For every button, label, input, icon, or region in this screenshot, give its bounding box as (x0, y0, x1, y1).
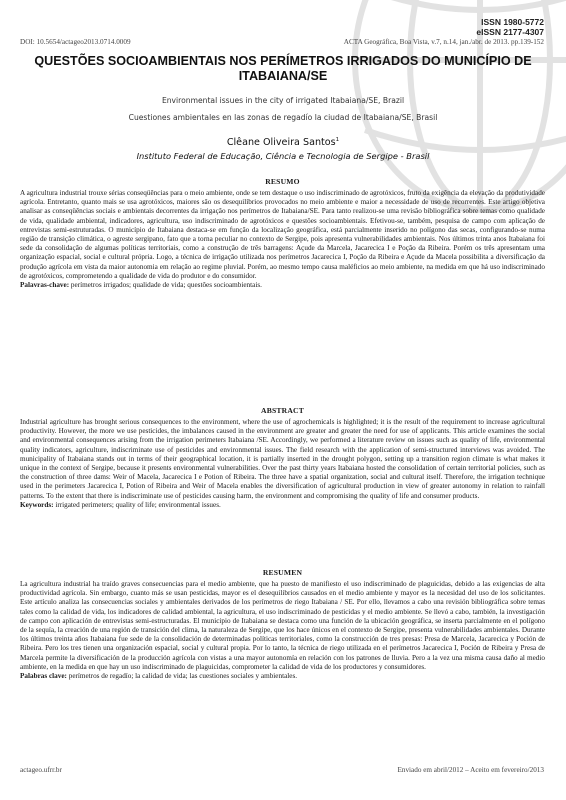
issn-print: ISSN 1980-5772 (481, 17, 544, 27)
paper-title: QUESTÕES SOCIOAMBIENTAIS NOS PERÍMETROS IRRIGADOS DO MUNICÍPIO DE ITABAIANA/SE (34, 54, 532, 83)
issn-electronic: eISSN 2177-4307 (476, 27, 544, 37)
author-name: Clêane Oliveira Santos (226, 137, 336, 149)
issn-block (476, 17, 544, 37)
subtitle-english: Environmental issues in the city of irrigated Itabaiana/SE, Brazil (161, 96, 405, 105)
resumo-body: A agricultura industrial trouxe sérias conseqüências para o meio ambiente, onde se tem destaque o uso indiscriminado de agrotóxicos, fruto da exigência da elevação da produtividade agrícola. Entretanto, quanto mais se usa agrotóxicos, maiores são os desequilíbrios provocados no meio ambiente e maior a necessidade de uso de recorrentes. Este artigo objetiva analisar as conseqüências sociais e ambientais decorrentes da irrigação nos perímetros de Itabaiana/SE. Para tanto realizou-se uma revisão bibliográfica sobre temas como qualidade de vida, qualidade ambiental, indicadores, agricultura, uso indiscriminado de agrotóxicos e questões socioambientais. Efetivou-se, também, pesquisa de campo com aplicação de entrevistas semi-estruturadas. O município de Itabaiana destaca-se em função da localização geográfica, está parcialmente inserido no polígono das secas, configurando-se numa região de transição climática, o agreste sergipano, fato que a torna peculiar no contexto de Sergipe, pois apresenta vulnerabilidades ambientais. Nos últimos trinta anos Itabaiana foi sede da consolidação de algumas políticas territoriais, como a construção de três barragens: Açude da Marcela, Jacarecica I e Poção da Ribeira. Porém os três apresentam uma organização espacial, social e cultural própria. Logo, a técnica de irrigação utilizada nos perímetros Jacarecica I, Poção da Ribeira e Açude da Macela possibilita a diversificação da produção agrícola em vista da maior autonomia em relação ao regime pluvial. Porém, ao mesmo tempo causa maléficios ao meio ambiente, na medida em que há uso indiscriminado de agrotóxicos, comprometendo a qualidade de vida do produtor e do consumidor. (20, 189, 545, 280)
journal-citation: ACTA Geográfica, Boa Vista, v.7, n.14, jan./abr. de 2013. pp.139-152 (343, 38, 544, 46)
resumo-section (20, 177, 545, 290)
resumo-keywords (20, 281, 545, 290)
abstract-section (20, 406, 545, 510)
abstract-keywords-label: Keywords: (20, 500, 54, 509)
abstract-keywords (20, 501, 545, 510)
resumen-body: La agricultura industrial ha traído graves consecuencias para el medio ambiente, que ha puesto de manifiesto el uso indiscriminado de plaguicidas, debido a las exigencias de alta productividad agrícola. Sin embargo, cuanto más se usan pesticidas, mayor es el desequilibrios causados en el medio ambiente y mayor es la necesidad del uso de los solicitantes. Este artículo analiza las consecuencias sociales y ambientales derivados de los perímetros de riego Itabaiana / SE. Por ello, llevamos a cabo una revisión bibliográfica sobre temas tales como la calidad de vida, los indicadores de calidad ambiental, la agricultura, el uso indiscriminado de pesticidas y el medio ambiente. Se llevó a cabo, también, la investigación de campo con aplicación de entrevistas semi-estructuradas. El municipio de Itabaiana se destaca como una función de la ubicación geográfica, se inserta parcialmente en el polígono de la sequía, la creación de una región de transición del clima, la naturaleza de Sergipe, que los hace únicos en el contexto de Sergipe, presenta vulnerabilidades ambientales. Durante los últimos treinta años Itabaiana fue sede de la consolidación de determinadas políticas territoriales, como la construcción de tres presas: Presa de Marcela, Jacarecica y Poción de Ribeira. Pero los tres tienen una organización espacial, social y cultural propia. Por lo tanto, la técnica de riego utilizada en el perímetros Jacarecica I, Poción de Ribeira y Presa de Marcela permite la diversificación de la producción agrícola con vistas a una mayor autonomía en relación con los patrones de lluvia. Pero a la vez una misma causa daño al medio ambiente, en la medida en que hay un uso indiscriminado de plaguicidas, comprometer la calidad de vida de los productores y consumidores. (20, 580, 545, 671)
author-footnote-mark: 1 (335, 137, 340, 143)
footer-site-link[interactable]: actageo.ufrr.br (20, 766, 62, 774)
header-meta (20, 38, 544, 50)
abstract-keywords-text: irrigated perimeters; quality of life; environmental issues. (55, 500, 221, 509)
resumen-keywords (20, 672, 545, 681)
resumen-keywords-text: perímetros de regadío; la calidad de vida; las cuestiones sociales y ambientales. (68, 672, 298, 681)
resumen-keywords-label: Palabras clave: (20, 672, 67, 681)
resumo-keywords-label: Palavras-chave: (20, 281, 70, 290)
page-footer (20, 766, 544, 778)
resumen-section (20, 568, 545, 681)
abstract-body: Industrial agriculture has brought serious consequences to the environment, where the use of agrochemicals is highlighted; it is the result of the requirement to increase agricultural productivity. However, the more we use pesticides, the imbalances caused in the environment are greater and greater the need for use of applicants. This article examines the social and environmental consequences arising from the irrigation perimeters Itabaiana /SE. Accordingly, we performed a literature review on issues such as quality of life, environmental quality indicators, agriculture, indiscriminate use of pesticides and environmental issues. The field research with the application of semi-structured interviews was avoided. The municipality of Itabaiana stands out in terms of their geographical location, it is partially inserted in the drought polygon, setting up a transition region climate is what makes it unique in the context of Sergipe, because it presents environmental vulnerabilities. Over the past thirty years Itabaiana hosted the consolidation of certain territorial policies, such as the construction of three dams: Weir of Macela, Jacarecica I e Potion of Ribeira. The three have a spatial organization, social and cultural itself. Therefore, the irrigation technique used in the perimeters Jacarecica I, Potion of Ribeira and Weir of Macela enables the diversification of agricultural production in view of greater autonomy in relation to rainfall patterns. To the extent that there is indiscriminate use of pesticides causing harm, the environment and compromising the quality of life and consumer products. (20, 418, 545, 500)
author-line (20, 137, 546, 148)
footer-dates: Enviado em abril/2012 – Aceito em fevereiro/2013 (397, 766, 544, 774)
resumo-keywords-text: perímetros irrigados; qualidade de vida; questões socioambientais. (70, 281, 262, 290)
resumen-heading: RESUMEN (262, 568, 303, 577)
subtitle-spanish: Cuestiones ambientales en las zonas de regadío la ciudad de Itabaiana/SE, Brasil (128, 113, 438, 122)
doi-text: DOI: 10.5654/actageo2013.0714.0009 (20, 38, 131, 46)
resumo-heading: RESUMO (265, 177, 300, 186)
author-affiliation: Instituto Federal de Educação, Ciência e Tecnologia de Sergipe - Brasil (136, 151, 430, 161)
abstract-heading: ABSTRACT (261, 406, 304, 415)
